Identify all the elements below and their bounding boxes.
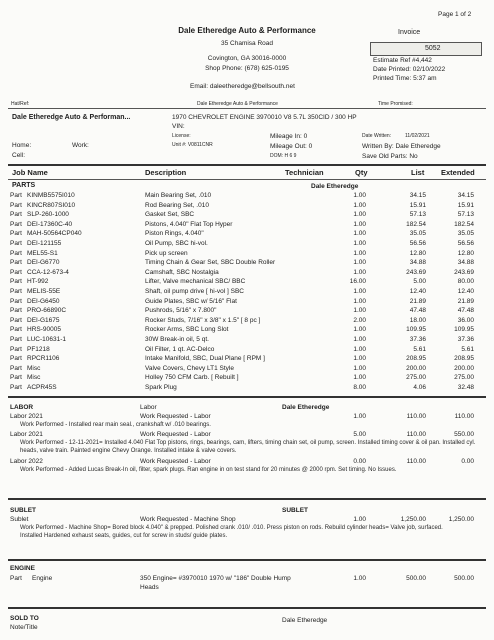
license-label: License: xyxy=(172,133,191,139)
part-description: 30W Break-in oil, 5 qt. xyxy=(145,336,209,343)
part-qty: 1.00 xyxy=(353,211,366,219)
part-type: Part xyxy=(10,201,22,209)
part-type: Part xyxy=(10,240,22,247)
sublet-qty: 1.00 xyxy=(353,516,366,523)
part-type: Part xyxy=(10,345,22,353)
sublet-rule xyxy=(8,498,486,500)
part-extended-price: 36.00 xyxy=(457,316,474,324)
part-qty: 1.00 xyxy=(353,249,366,257)
writer-line: Dale Etheredge Auto & Performance xyxy=(197,101,278,107)
part-list-price: 4.06 xyxy=(413,384,426,391)
part-type: Part xyxy=(10,316,22,324)
part-list-price: 243.69 xyxy=(406,268,426,276)
part-qty: 1.00 xyxy=(353,192,366,199)
part-list-price: 208.95 xyxy=(406,355,426,363)
engine-list: 500.00 xyxy=(406,575,426,582)
part-extended-price: 15.91 xyxy=(457,201,474,209)
part-description: Rod Bearing Set, .010 xyxy=(145,201,209,209)
part-list-price: 109.95 xyxy=(406,326,426,334)
sold-to-technician: Dale Etheredge xyxy=(282,617,328,624)
labor-1-name: Labor 2021 xyxy=(10,413,43,420)
part-extended-price: 56.56 xyxy=(457,240,474,247)
save-old-parts: Save Old Parts: No xyxy=(362,153,418,160)
part-row xyxy=(0,258,494,267)
home-phone-label: Home: xyxy=(12,142,32,149)
part-code: DEI-G6770 xyxy=(27,259,60,267)
part-extended-price: 5.61 xyxy=(461,345,474,353)
part-row xyxy=(0,345,494,354)
labor-3-desc: Work Requested - Labor xyxy=(140,458,211,465)
part-description: Piston Rings, 4.040" xyxy=(145,230,204,238)
sublet-name: Sublet xyxy=(10,516,29,523)
labor-3-performed: Work Performed - Added Lucas Break-In oil, filter, spark plugs. Ran engine in on test stand for 20 minutes @ 2000 rpm. Set timing. No Issues. xyxy=(20,467,397,473)
page-number: Page 1 of 2 xyxy=(438,11,472,18)
part-extended-price: 275.00 xyxy=(454,374,474,382)
part-row xyxy=(0,354,494,363)
part-code: KINMB5575I010 xyxy=(27,192,75,199)
part-type: Part xyxy=(10,259,22,267)
part-extended-price: 80.00 xyxy=(457,278,474,286)
part-list-price: 200.00 xyxy=(406,364,426,372)
part-extended-price: 34.15 xyxy=(457,192,474,199)
mileage-out: Mileage Out: 0 xyxy=(270,143,313,150)
vehicle-description: 1970 CHEVROLET ENGINE 3970010 V8 5.7L 350CID / 300 HP xyxy=(172,114,357,121)
engine-type: Part xyxy=(10,575,22,582)
shop-email: Email: daleetheredge@bellsouth.net xyxy=(190,83,295,90)
part-qty: 16.00 xyxy=(349,278,366,286)
part-type: Part xyxy=(10,211,22,219)
part-qty: 1.00 xyxy=(353,259,366,267)
labor-3-name: Labor 2022 xyxy=(10,458,43,465)
part-type: Part xyxy=(10,230,22,238)
part-list-price: 34.15 xyxy=(409,192,426,199)
part-description: Rocker Studs, 7/16" x 3/8" x 1.5" [ 8 pc ] xyxy=(145,316,261,324)
part-qty: 1.00 xyxy=(353,230,366,238)
estimate-ref: Estimate Ref #4,442 xyxy=(373,57,432,64)
part-qty: 8.00 xyxy=(353,384,366,391)
parts-section-label: PARTS xyxy=(12,182,36,189)
sublet-performed: Work Performed - Machine Shop= Bored block 4.040" & prepped. Polished crank .010/ .010. Press piston on rods. Rebuild cylinder heads= Valve job, surfaced. Installed Hardened exhaust seats, guides, cut for screw in studs/ guide plates. xyxy=(20,525,443,539)
engine-qty: 1.00 xyxy=(353,575,366,582)
part-qty: 1.00 xyxy=(353,355,366,363)
part-type: Part xyxy=(10,336,22,343)
part-extended-price: 208.95 xyxy=(454,355,474,363)
labor-rule xyxy=(8,396,486,398)
part-type: Part xyxy=(10,268,22,276)
part-description: Holley 750 CFM Carb. [ Rebuilt ] xyxy=(145,374,239,382)
part-qty: 1.00 xyxy=(353,288,366,295)
part-description: Oil Filter, 1 qt. AC-Delco xyxy=(145,345,215,353)
engine-ext: 500.00 xyxy=(454,575,474,582)
part-code: MAH-50564CP040 xyxy=(27,230,82,238)
part-row xyxy=(0,229,494,238)
part-extended-price: 32.48 xyxy=(457,384,474,391)
part-code: HRS-90005 xyxy=(27,326,61,334)
unit-number: Unit #: V0811CNR xyxy=(172,142,213,148)
part-qty: 1.00 xyxy=(353,364,366,372)
part-code: MEL55-S1 xyxy=(27,249,58,257)
labor-3-qty: 0.00 xyxy=(353,458,366,465)
part-row xyxy=(0,316,494,325)
labor-technician: Dale Etheredge xyxy=(282,404,330,411)
dom-label: DOM: H 6 9 xyxy=(270,153,297,159)
part-row xyxy=(0,335,494,344)
part-description: Intake Manifold, SBC, Dual Plane [ RPM ] xyxy=(145,355,265,363)
part-type: Part xyxy=(10,192,22,199)
written-by: Written By: Dale Etheredge xyxy=(362,143,441,150)
sold-to-section-label: SOLD TO xyxy=(10,615,39,622)
part-code: RPCR1106 xyxy=(27,355,60,363)
part-qty: 1.00 xyxy=(353,336,366,343)
part-row xyxy=(0,210,494,219)
header-rule-top xyxy=(8,164,486,166)
customer-name: Dale Etheredge Auto & Performan... xyxy=(12,114,131,121)
part-code: PF1218 xyxy=(27,345,50,353)
part-description: Pick up screen xyxy=(145,249,188,257)
part-description: Shaft, oil pump drive [ hi-vol ] SBC xyxy=(145,288,244,295)
part-code: DEI-17360C-40 xyxy=(27,220,73,228)
part-extended-price: 37.36 xyxy=(457,336,474,343)
part-code: MELIS-55E xyxy=(27,288,61,295)
part-description: Oil Pump, SBC hi-vol. xyxy=(145,240,208,247)
shop-street: 35 Chamisa Road xyxy=(220,40,274,47)
col-job-name: Job Name xyxy=(12,168,48,177)
engine-desc-line1: 350 Engine= #3970010 1970 w/ "186" Double Hump xyxy=(140,575,291,582)
hat-ref-label: Hat/Ref: xyxy=(11,101,30,107)
date-printed: Date Printed: 02/10/2022 xyxy=(373,66,446,73)
part-list-price: 182.54 xyxy=(406,220,426,228)
part-description: Valve Covers, Chevy LT1 Style xyxy=(145,364,234,372)
part-list-price: 18.00 xyxy=(409,316,426,324)
part-description: Timing Chain & Gear Set, SBC Double Roller xyxy=(145,259,276,267)
part-row xyxy=(0,201,494,210)
part-extended-price: 200.00 xyxy=(454,364,474,372)
sublet-list: 1,250.00 xyxy=(400,516,426,523)
part-qty: 1.00 xyxy=(353,374,366,382)
invoice-number: 5052 xyxy=(425,45,441,52)
time-promised-label: Time Promised: xyxy=(378,101,413,107)
part-type: Part xyxy=(10,364,22,372)
part-extended-price: 182.54 xyxy=(454,220,474,228)
part-description: Gasket Set, SBC xyxy=(145,211,195,219)
shop-phone: Shop Phone: (678) 625-0195 xyxy=(205,65,289,72)
part-qty: 1.00 xyxy=(353,326,366,334)
part-row xyxy=(0,287,494,296)
part-type: Part xyxy=(10,307,22,315)
work-phone-label: Work: xyxy=(72,142,89,149)
part-description: Main Bearing Set, .010 xyxy=(145,192,212,199)
part-list-price: 34.88 xyxy=(409,259,426,267)
part-type: Part xyxy=(10,326,22,334)
part-code: LUC-10631-1 xyxy=(27,336,67,343)
labor-1-ext: 110.00 xyxy=(454,413,474,420)
engine-rule xyxy=(8,559,486,561)
part-type: Part xyxy=(10,384,22,391)
part-type: Part xyxy=(10,288,22,295)
part-code: DEI-121155 xyxy=(27,240,62,247)
part-description: Guide Plates, SBC w/ 5/16" Flat xyxy=(145,297,237,305)
date-written: 11/02/2021 xyxy=(405,133,430,139)
invoice-number-box xyxy=(370,42,482,56)
part-row xyxy=(0,268,494,277)
part-code: ACPR45S xyxy=(27,384,57,391)
parts-technician: Dale Etheredge xyxy=(311,183,359,190)
part-code: KINCR807SI010 xyxy=(27,201,76,209)
part-extended-price: 21.89 xyxy=(457,297,474,305)
part-extended-price: 35.05 xyxy=(457,230,474,238)
sold-to-note-label: Note/Title xyxy=(10,624,38,631)
part-list-price: 37.36 xyxy=(409,336,426,343)
part-row xyxy=(0,383,494,392)
part-description: Pistons, 4.040" Flat Top Hyper xyxy=(145,220,233,228)
labor-2-desc: Work Requested - Labor xyxy=(140,431,211,438)
part-type: Part xyxy=(10,355,22,363)
part-code: PRO-66890C xyxy=(27,307,67,315)
part-type: Part xyxy=(10,249,22,257)
part-extended-price: 12.40 xyxy=(457,288,474,295)
document-type: Invoice xyxy=(398,29,421,36)
col-description: Description xyxy=(145,168,187,177)
part-code: HT-992 xyxy=(27,278,49,286)
part-qty: 1.00 xyxy=(353,268,366,276)
part-qty: 1.00 xyxy=(353,345,366,353)
labor-2-name: Labor 2021 xyxy=(10,431,43,438)
part-extended-price: 34.88 xyxy=(457,259,474,267)
part-qty: 1.00 xyxy=(353,297,366,305)
part-code: DEI-G6450 xyxy=(27,297,60,305)
part-extended-price: 12.80 xyxy=(457,249,474,257)
labor-2-list: 110.00 xyxy=(406,431,426,438)
part-type: Part xyxy=(10,220,22,228)
part-list-price: 21.89 xyxy=(409,297,426,305)
part-extended-price: 109.95 xyxy=(454,326,474,334)
labor-1-list: 110.00 xyxy=(406,413,426,420)
part-row xyxy=(0,373,494,382)
part-list-price: 12.40 xyxy=(409,288,426,295)
labor-2-ext: 550.00 xyxy=(454,431,474,438)
part-row xyxy=(0,325,494,334)
part-code: Misc xyxy=(27,364,41,372)
part-list-price: 275.00 xyxy=(406,374,426,382)
part-list-price: 15.91 xyxy=(409,201,426,209)
col-extended: Extended xyxy=(441,168,475,177)
part-row xyxy=(0,239,494,248)
part-code: Misc xyxy=(27,374,41,382)
sublet-ext: 1,250.00 xyxy=(448,516,474,523)
labor-2-qty: 5.00 xyxy=(353,431,366,438)
engine-name: Engine xyxy=(32,575,53,582)
part-list-price: 47.48 xyxy=(409,307,426,315)
part-extended-price: 57.13 xyxy=(457,211,474,219)
engine-section-label: ENGINE xyxy=(10,565,35,572)
engine-desc-line2: Heads xyxy=(140,584,159,591)
part-qty: 1.00 xyxy=(353,201,366,209)
labor-job-header: Labor xyxy=(140,404,157,411)
part-list-price: 35.05 xyxy=(409,230,426,238)
part-row xyxy=(0,364,494,373)
part-type: Part xyxy=(10,297,22,305)
part-row xyxy=(0,191,494,200)
part-list-price: 56.56 xyxy=(409,240,426,247)
part-extended-price: 243.69 xyxy=(454,268,474,276)
part-description: Lifter, Valve mechanical SBC/ BBC xyxy=(145,278,246,286)
sublet-section-label: SUBLET xyxy=(10,507,36,514)
part-row xyxy=(0,277,494,286)
part-qty: 1.00 xyxy=(353,240,366,247)
part-list-price: 57.13 xyxy=(409,211,426,219)
divider xyxy=(8,108,486,109)
part-code: DEI-G1675 xyxy=(27,316,60,324)
sublet-desc: Work Requested - Machine Shop xyxy=(140,516,236,523)
sublet-job-header: SUBLET xyxy=(282,507,308,514)
labor-1-desc: Work Requested - Labor xyxy=(140,413,211,420)
part-list-price: 5.00 xyxy=(413,278,426,286)
part-code: SLP-260-1000 xyxy=(27,211,69,219)
part-description: Camshaft, SBC Nostalgia xyxy=(145,268,219,276)
part-row xyxy=(0,249,494,258)
printed-time: Printed Time: 5:37 am xyxy=(373,75,437,82)
part-code: CCA-12-673-4 xyxy=(27,268,69,276)
labor-1-qty: 1.00 xyxy=(353,413,366,420)
mileage-in: Mileage In: 0 xyxy=(270,133,308,140)
labor-1-performed: Work Performed - Installed rear main seal., crankshaft w/ .010 bearings. xyxy=(20,422,211,428)
part-list-price: 12.80 xyxy=(409,249,426,257)
sold-to-rule xyxy=(8,607,486,609)
part-qty: 1.00 xyxy=(353,220,366,228)
labor-3-list: 110.00 xyxy=(406,458,426,465)
part-extended-price: 47.48 xyxy=(457,307,474,315)
part-qty: 2.00 xyxy=(353,316,366,324)
shop-name: Dale Etheredge Auto & Performance xyxy=(178,26,316,35)
part-qty: 1.00 xyxy=(353,307,366,315)
part-description: Rocker Arms, SBC Long Slot xyxy=(145,326,229,334)
labor-3-ext: 0.00 xyxy=(461,458,474,465)
header-rule-bottom xyxy=(8,179,486,180)
part-row xyxy=(0,306,494,315)
col-technician: Technician xyxy=(285,168,324,177)
part-description: Spark Plug xyxy=(145,384,177,391)
labor-section-label: LABOR xyxy=(10,404,34,411)
vin-label: VIN: xyxy=(172,123,185,130)
part-row xyxy=(0,297,494,306)
col-qty: Qty xyxy=(355,168,368,177)
part-row xyxy=(0,220,494,229)
part-description: Pushrods, 5/16" x 7.800" xyxy=(145,307,217,315)
col-list: List xyxy=(411,168,425,177)
cell-phone-label: Cell: xyxy=(12,152,26,159)
part-type: Part xyxy=(10,374,22,382)
labor-2-performed: Work Performed - 12-11-2021= Installed 4.040 Flat Top pistons, rings, bearings, cam, lifters, timing chain set, oil pump, screen. Installed timing cover & oil pan. Installed cyl. heads, valve train. Painted engine Chevy Orange. Installed intake & valve covers. xyxy=(20,440,476,454)
shop-city: Covington, GA 30016-0000 xyxy=(207,55,287,62)
date-written-label: Date Written: xyxy=(362,133,392,139)
part-list-price: 5.61 xyxy=(413,345,426,353)
part-type: Part xyxy=(10,278,22,286)
